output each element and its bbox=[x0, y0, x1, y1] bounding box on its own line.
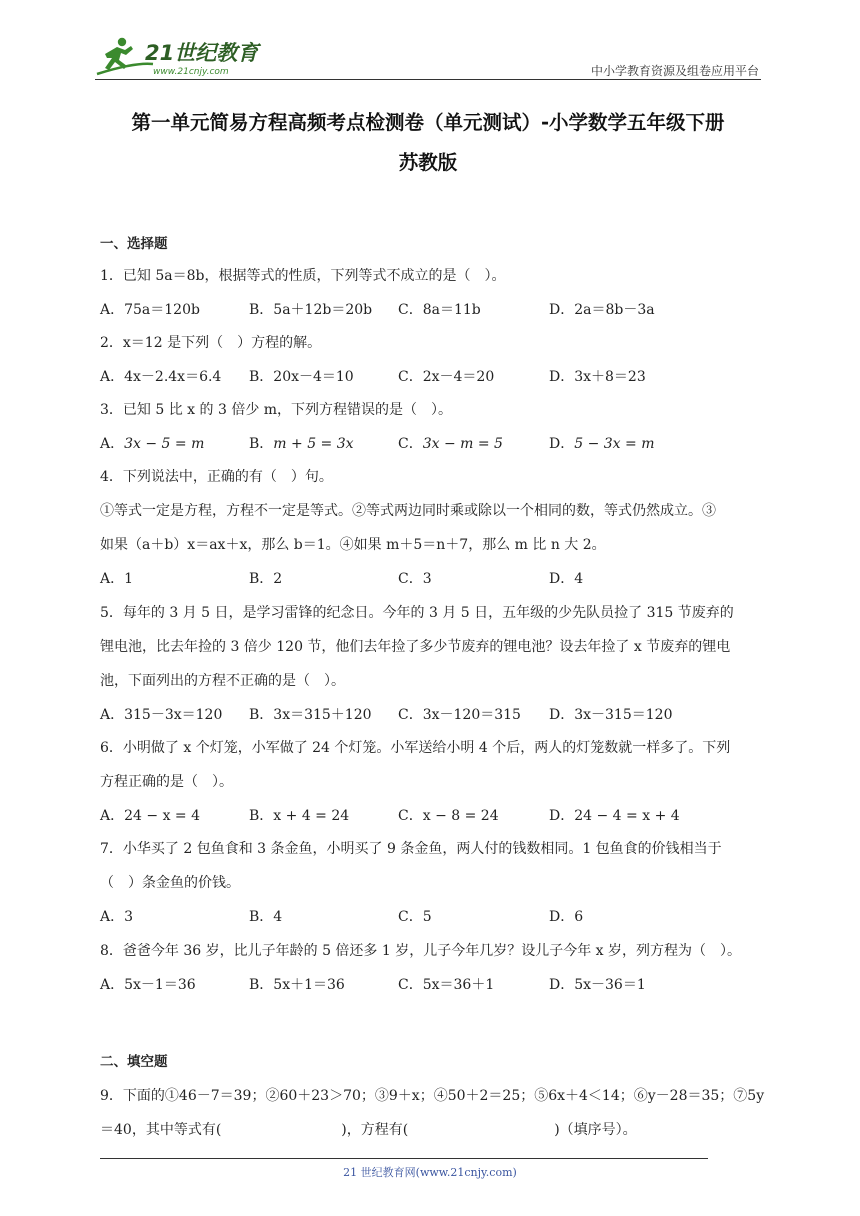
option-a[interactable]: A．315－3x＝120 bbox=[100, 707, 223, 723]
option-c[interactable]: C．3 bbox=[398, 571, 432, 587]
option-equation: x + 4 = 24 bbox=[273, 808, 350, 824]
question-1-stem: 1．已知 5a＝8b，根据等式的性质，下列等式不成立的是（ ）。 bbox=[100, 268, 506, 284]
section-heading-choice: 一、选择题 bbox=[100, 236, 168, 252]
option-label: B． bbox=[249, 808, 274, 824]
option-label: D． bbox=[549, 808, 575, 824]
option-b[interactable]: B．5x＋1＝36 bbox=[249, 977, 345, 993]
option-label: A． bbox=[100, 436, 125, 452]
option-label: C． bbox=[398, 436, 423, 452]
svg-text:www.21cnjy.com: www.21cnjy.com bbox=[153, 67, 229, 77]
question-5-line-1: 5．每年的 3 月 5 日，是学习雷锋的纪念日。今年的 3 月 5 日，五年级的少先队员捡了 315 节废弃的 bbox=[100, 605, 734, 621]
title-line-1: 第一单元简易方程高频考点检测卷（单元测试）-小学数学五年级下册 bbox=[131, 111, 725, 134]
question-9-line-2 bbox=[100, 1120, 765, 1140]
option-a[interactable]: A．75a＝120b bbox=[100, 302, 200, 318]
option-b[interactable] bbox=[249, 434, 354, 454]
question-4-text-1: ①等式一定是方程，方程不一定是等式。②等式两边同时乘或除以一个相同的数，等式仍然成立。③ bbox=[100, 503, 716, 519]
option-a[interactable]: A．5x－1＝36 bbox=[100, 977, 196, 993]
option-equation: 24 − 4 = x + 4 bbox=[574, 808, 680, 824]
page-header bbox=[95, 34, 761, 80]
question-7-line-1: 7．小华买了 2 包鱼食和 3 条金鱼，小明买了 9 条金鱼，两人付的钱数相同。1 包鱼食的价钱相当于 bbox=[100, 841, 722, 857]
option-b[interactable]: B．5a＋12b＝20b bbox=[249, 302, 373, 318]
header-divider bbox=[95, 79, 761, 80]
question-3-stem: 3．已知 5 比 x 的 3 倍少 m，下列方程错误的是（ ）。 bbox=[100, 402, 453, 418]
option-a[interactable]: A．3 bbox=[100, 909, 134, 925]
option-d[interactable]: D．3x＋8＝23 bbox=[549, 369, 646, 385]
question-5-line-2: 锂电池，比去年捡的 3 倍少 120 节，他们去年捡了多少节废弃的锂电池？设去年捡了 x 节废弃的锂电 bbox=[100, 639, 731, 655]
option-c[interactable]: C．8a＝11b bbox=[398, 302, 481, 318]
option-b[interactable]: B．3x＝315＋120 bbox=[249, 707, 372, 723]
question-4-text-2: 如果（a＋b）x＝ax＋x，那么 b＝1。④如果 m＋5＝n＋7，那么 m 比 n 大 2。 bbox=[100, 537, 606, 553]
option-a[interactable] bbox=[100, 434, 204, 454]
option-d[interactable]: D．3x－315＝120 bbox=[549, 707, 673, 723]
option-equation: m + 5 = 3x bbox=[273, 436, 354, 452]
option-d[interactable] bbox=[549, 806, 680, 826]
option-equation: 24 − x = 4 bbox=[124, 808, 201, 824]
question-9-line-1: 9．下面的①46－7＝39；②60＋23＞70；③9＋x；④50＋2＝25；⑤6x＋4＜14；⑥y－28＝35；⑦5y bbox=[100, 1088, 765, 1104]
question-2-stem: 2．x＝12 是下列（ ）方程的解。 bbox=[100, 335, 322, 351]
question-9-text: ＝40，其中等式有( bbox=[100, 1122, 222, 1138]
title-line-2: 苏教版 bbox=[398, 151, 458, 174]
option-a[interactable]: A．4x－2.4x＝6.4 bbox=[100, 369, 222, 385]
section-heading-fill: 二、填空题 bbox=[100, 1054, 168, 1070]
option-label: C． bbox=[398, 808, 423, 824]
page-footer: 21 世纪教育网(www.21cnjy.com) bbox=[343, 1166, 517, 1179]
question-9-text: )（填序号）。 bbox=[554, 1122, 637, 1138]
option-c[interactable]: C．5 bbox=[398, 909, 432, 925]
question-4-stem: 4．下列说法中，正确的有（ ）句。 bbox=[100, 469, 333, 485]
question-8-stem: 8．爸爸今年 36 岁，比儿子年龄的 5 倍还多 1 岁，儿子今年几岁？设儿子今年 x 岁，列方程为（ ）。 bbox=[100, 943, 742, 959]
option-equation: x − 8 = 24 bbox=[422, 808, 499, 824]
site-logo bbox=[95, 34, 265, 78]
question-5-line-3: 池，下面列出的方程不正确的是（ ）。 bbox=[100, 673, 345, 689]
option-d[interactable]: D．4 bbox=[549, 571, 584, 587]
question-9-text: )，方程有( bbox=[341, 1122, 409, 1138]
option-b[interactable]: B．4 bbox=[249, 909, 283, 925]
option-a[interactable]: A．1 bbox=[100, 571, 134, 587]
option-c[interactable]: C．2x－4＝20 bbox=[398, 369, 495, 385]
option-d[interactable]: D．5x－36＝1 bbox=[549, 977, 646, 993]
platform-name: 中小学教育资源及组卷应用平台 bbox=[590, 64, 759, 78]
question-7-line-2: （ ）条金鱼的价钱。 bbox=[100, 875, 240, 891]
option-equation: 3x − m = 5 bbox=[422, 436, 503, 452]
option-d[interactable] bbox=[549, 434, 654, 454]
page-title bbox=[95, 103, 761, 183]
option-equation: 5 − 3x = m bbox=[574, 436, 655, 452]
option-equation: 3x − 5 = m bbox=[124, 436, 205, 452]
question-6-line-1: 6．小明做了 x 个灯笼，小军做了 24 个灯笼。小军送给小明 4 个后，两人的灯笼数就一样多了。下列 bbox=[100, 740, 731, 756]
option-d[interactable]: D．6 bbox=[549, 909, 584, 925]
option-b[interactable]: B．2 bbox=[249, 571, 283, 587]
footer-divider bbox=[100, 1158, 708, 1159]
option-label: A． bbox=[100, 808, 125, 824]
option-d[interactable]: D．2a＝8b－3a bbox=[549, 302, 655, 318]
option-label: B． bbox=[249, 436, 274, 452]
option-b[interactable] bbox=[249, 806, 349, 826]
svg-text:21世纪教育: 21世纪教育 bbox=[145, 41, 259, 65]
option-a[interactable] bbox=[100, 806, 200, 826]
question-6-line-2: 方程正确的是（ ）。 bbox=[100, 774, 233, 790]
option-c[interactable] bbox=[398, 434, 503, 454]
option-c[interactable] bbox=[398, 806, 499, 826]
option-c[interactable]: C．5x＝36＋1 bbox=[398, 977, 495, 993]
option-c[interactable]: C．3x－120＝315 bbox=[398, 707, 521, 723]
option-b[interactable]: B．20x－4＝10 bbox=[249, 369, 354, 385]
option-label: D． bbox=[549, 436, 575, 452]
